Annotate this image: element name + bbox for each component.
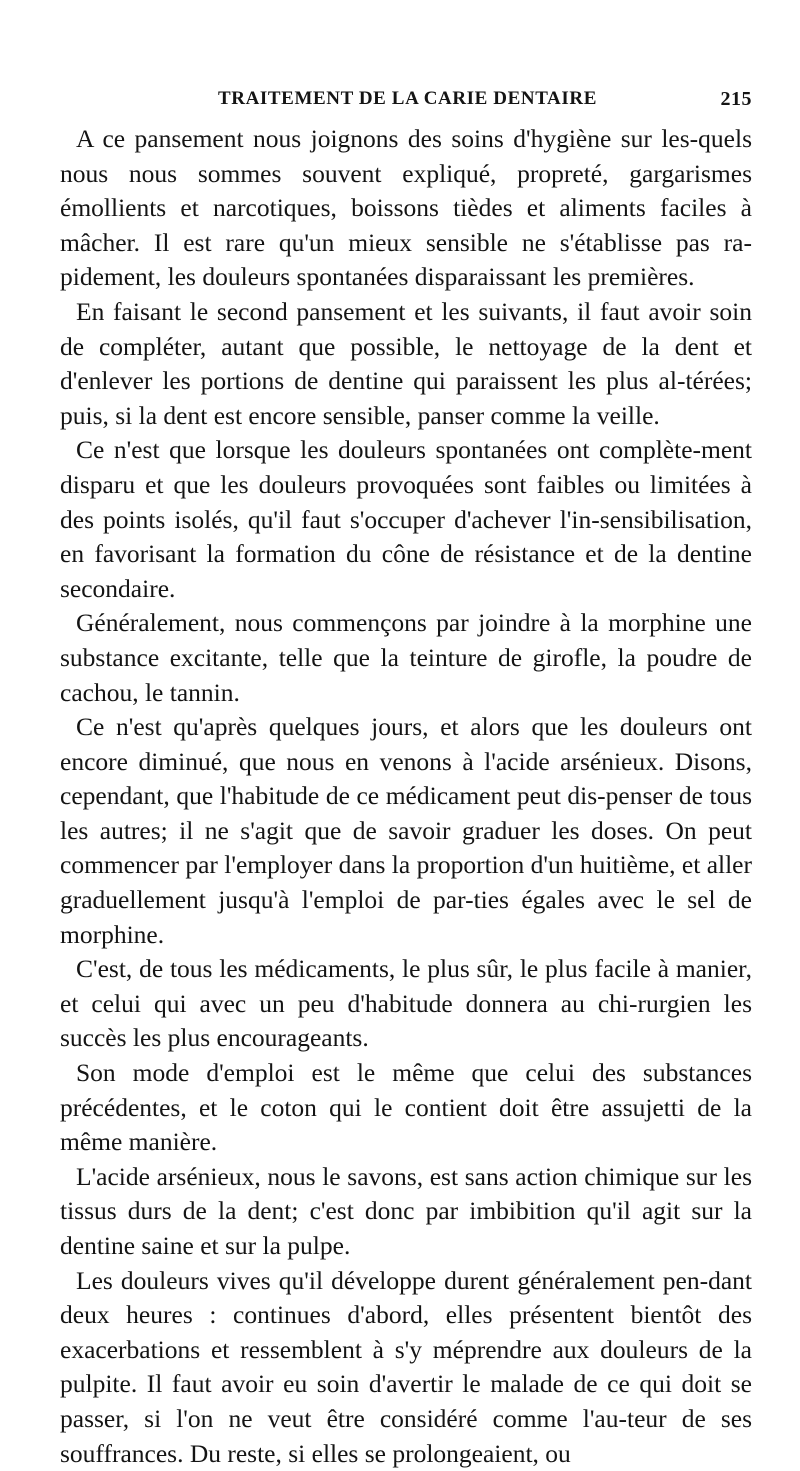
- page-number: 215: [720, 88, 752, 110]
- paragraph-8: L'acide arsénieux, nous le savons, est sans action chimique sur les tissus durs de la dent; c'est donc par imbibition qu'il agit sur la dentine saine et sur la pulpe.: [60, 1161, 752, 1260]
- running-title: TRAITEMENT DE LA CARIE DENTAIRE: [218, 88, 597, 109]
- paragraph-4: Généralement, nous commençons par joindre à la morphine une substance excitante, telle que la teinture de girofle, la poudre de cachou, le tannin.: [60, 608, 752, 707]
- paragraph-9: Les douleurs vives qu'il développe durent généralement pen-dant deux heures : continues d'abord, elles présentent bientôt des exacerbations et ressemblent à s'y méprendre aux douleurs de la pulpite. Il faut avoir eu soin d'avertir le malade de ce qui doit se passer, si l'on ne veut être considéré comme l'au-teur de ses souffrances. Du reste, si elles se prolongeaient, ou: [60, 1265, 752, 1468]
- running-head: [60, 82, 752, 116]
- paragraph-3: Ce n'est que lorsque les douleurs spontanées ont complète-ment disparu et que les douleurs provoquées sont faibles ou limitées à des points isolés, qu'il faut s'occuper d'achever l'in-sensibilisation, en favorisant la formation du cône de résistance et de la dentine secondaire.: [60, 435, 752, 603]
- paragraph-2: En faisant le second pansement et les suivants, il faut avoir soin de compléter, autant que possible, le nettoyage de la dent et d'enlever les portions de dentine qui paraissent les plus al-térées; puis, si la dent est encore sensible, panser comme la veille.: [60, 296, 752, 430]
- paragraph-6: C'est, de tous les médicaments, le plus sûr, le plus facile à manier, et celui qui avec un peu d'habitude donnera au chi-rurgien les succès les plus encourageants.: [60, 954, 752, 1053]
- paragraph-5: Ce n'est qu'après quelques jours, et alors que les douleurs ont encore diminué, que nous en venons à l'acide arsénieux. Disons, cependant, que l'habitude de ce médicament peut dis-penser de tous les autres; il ne s'agit que de savoir graduer les doses. On peut commencer par l'employer dans la proportion d'un huitième, et aller graduellement jusqu'à l'emploi de par-ties égales avec le sel de morphine.: [60, 712, 752, 949]
- body-text: [60, 122, 752, 1471]
- paragraph-7: Son mode d'emploi est le même que celui des substances précédentes, et le coton qui le contient doit être assujetti de la même manière.: [60, 1058, 752, 1157]
- paragraph-1: A ce pansement nous joignons des soins d'hygiène sur les-quels nous nous sommes souvent expliqué, propreté, gargarismes émollients et narcotiques, boissons tièdes et aliments faciles à mâcher. Il est rare qu'un mieux sensible ne s'établisse pas ra-pidement, les douleurs spontanées disparaissant les premières.: [60, 124, 752, 292]
- book-page: [60, 82, 752, 1471]
